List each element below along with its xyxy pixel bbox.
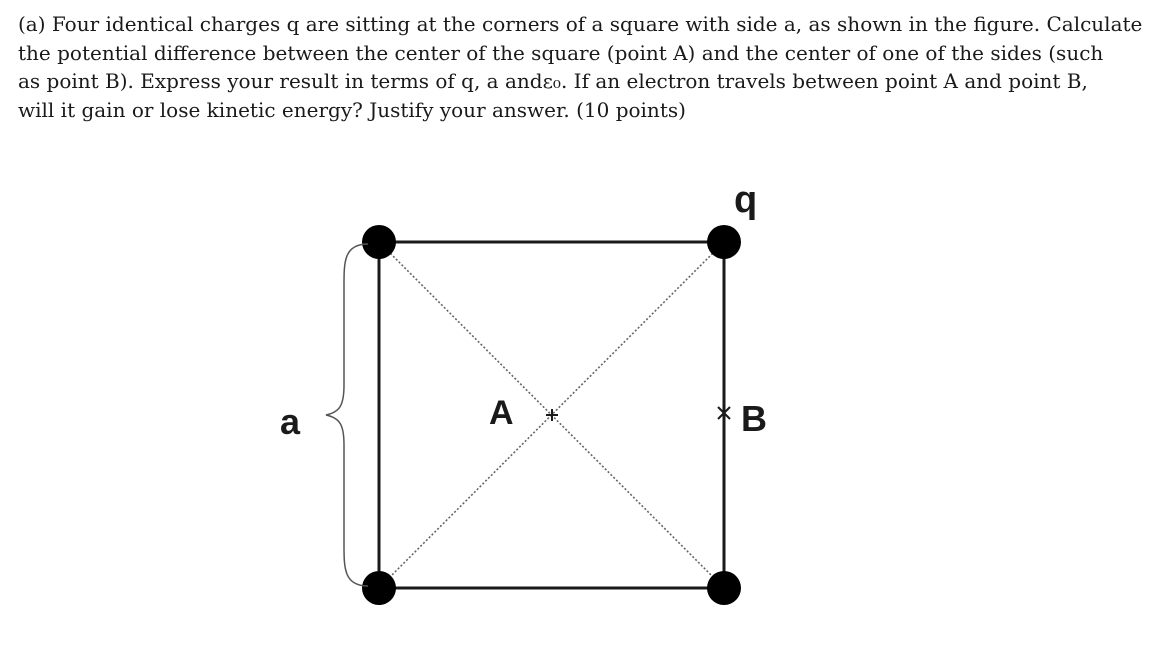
charge-bottom-left [362,571,396,605]
point-b-label: B [741,398,767,439]
problem-line-4: will it gain or lose kinetic energy? Justify your answer. (10 points) [18,97,686,122]
problem-line-2: the potential difference between the center of the square (point A) and the center of one of the sides (such [18,40,1104,65]
problem-line-1: (a) Four identical charges q are sitting at the corners of a square with side a, as shown in the figure. Calculate [18,12,1143,36]
charge-label: q [734,179,758,221]
problem-line-3: as point B). Express your result in terms of q, a andε₀. If an electron travels between point A and point B, [18,69,1088,93]
point-a-label: A [489,394,514,432]
side-length-brace [326,244,368,586]
charge-top-left [362,225,396,259]
charge-top-right [707,225,741,259]
side-label: a [280,401,301,442]
charge-bottom-right [707,571,741,605]
